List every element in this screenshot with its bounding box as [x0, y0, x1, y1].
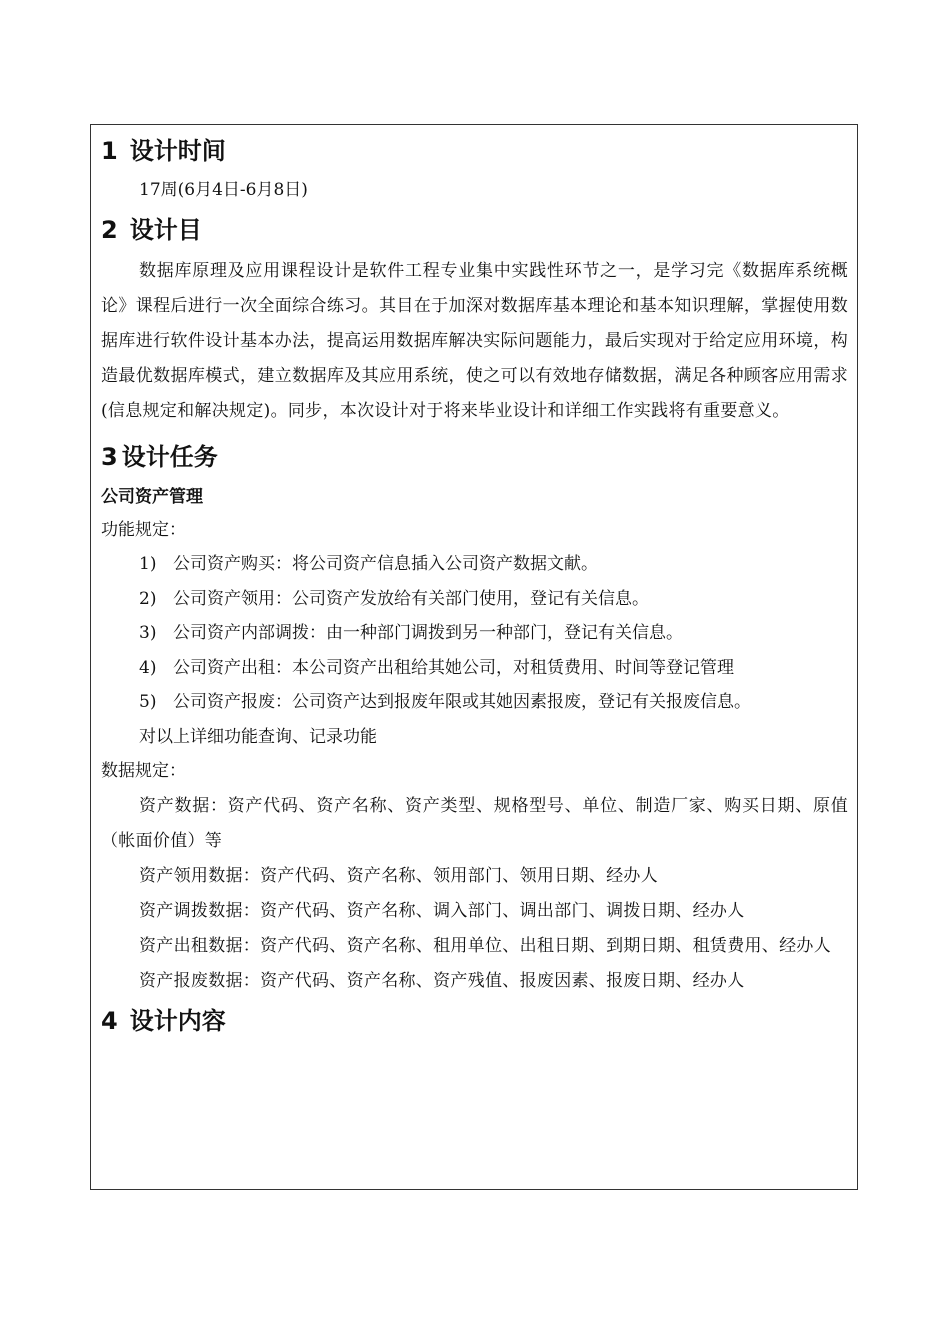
- section-title: 设计目: [129, 215, 202, 244]
- section-number: 1: [101, 137, 118, 165]
- section-1-heading: [101, 135, 848, 167]
- function-item: 2) 公司资产领用：公司资产发放给有关部门使用，登记有关信息。: [139, 588, 649, 609]
- section-4-heading: [101, 1005, 848, 1037]
- function-item: 1) 公司资产购买：将公司资产信息插入公司资产数据文献。: [139, 554, 598, 574]
- section-2-heading: [101, 214, 848, 246]
- section-number: 3: [101, 442, 118, 471]
- function-item: 5) 公司资产报废：公司资产达到报废年限或其她因素报废，登记有关报废信息。: [139, 692, 751, 712]
- section-title: 设计时间: [129, 137, 226, 165]
- data-item: 资产出租数据：资产代码、资产名称、租用单位、出租日期、到期日期、租赁费用、经办人: [139, 935, 831, 956]
- section-title: 设计内容: [129, 1006, 226, 1035]
- function-label: 功能规定：: [101, 519, 186, 540]
- document-frame: [90, 124, 858, 1190]
- purpose-paragraph: 数据库原理及应用课程设计是软件工程专业集中实践性环节之一，是学习完《数据库系统概论》课程后进行一次全面综合练习。其目在于加深对数据库基本理论和基本知识理解，掌握使用数据库进行软件设计基本办法，提高运用数据库解决实际问题能力，最后实现对于给定应用环境，构造最优数据库模式，建立数据库及其应用系统，使之可以有效地存储数据，满足各种顾客应用需求(信息规定和解决规定)。同步，本次设计对于将来毕业设计和详细工作实践将有重要意义。: [101, 260, 848, 421]
- data-label: 数据规定：: [101, 761, 186, 781]
- data-item: 资产领用数据：资产代码、资产名称、领用部门、领用日期、经办人: [139, 865, 658, 886]
- data-item: 资产报废数据：资产代码、资产名称、资产残值、报废因素、报废日期、经办人: [139, 970, 745, 991]
- function-summary: 对以上详细功能查询、记录功能: [139, 726, 377, 747]
- function-item: 3) 公司资产内部调拨：由一种部门调拨到另一种部门，登记有关信息。: [139, 623, 683, 643]
- data-item: 资产调拨数据：资产代码、资产名称、调入部门、调出部门、调拨日期、经办人: [139, 900, 745, 921]
- section-3-heading: [101, 441, 848, 473]
- section-number: 4: [101, 1006, 118, 1035]
- data-item: 资产数据：资产代码、资产名称、资产类型、规格型号、单位、制造厂家、购买日期、原值（帐面价值）等: [101, 795, 848, 851]
- section-number: 2: [101, 215, 118, 244]
- section-title: 设计任务: [121, 442, 218, 471]
- function-item: 4) 公司资产出租：本公司资产出租给其她公司，对租赁费用、时间等登记管理: [139, 657, 734, 678]
- task-subtitle: 公司资产管理: [101, 486, 203, 507]
- design-time-text: 17周(6月4日-6月8日): [139, 180, 308, 200]
